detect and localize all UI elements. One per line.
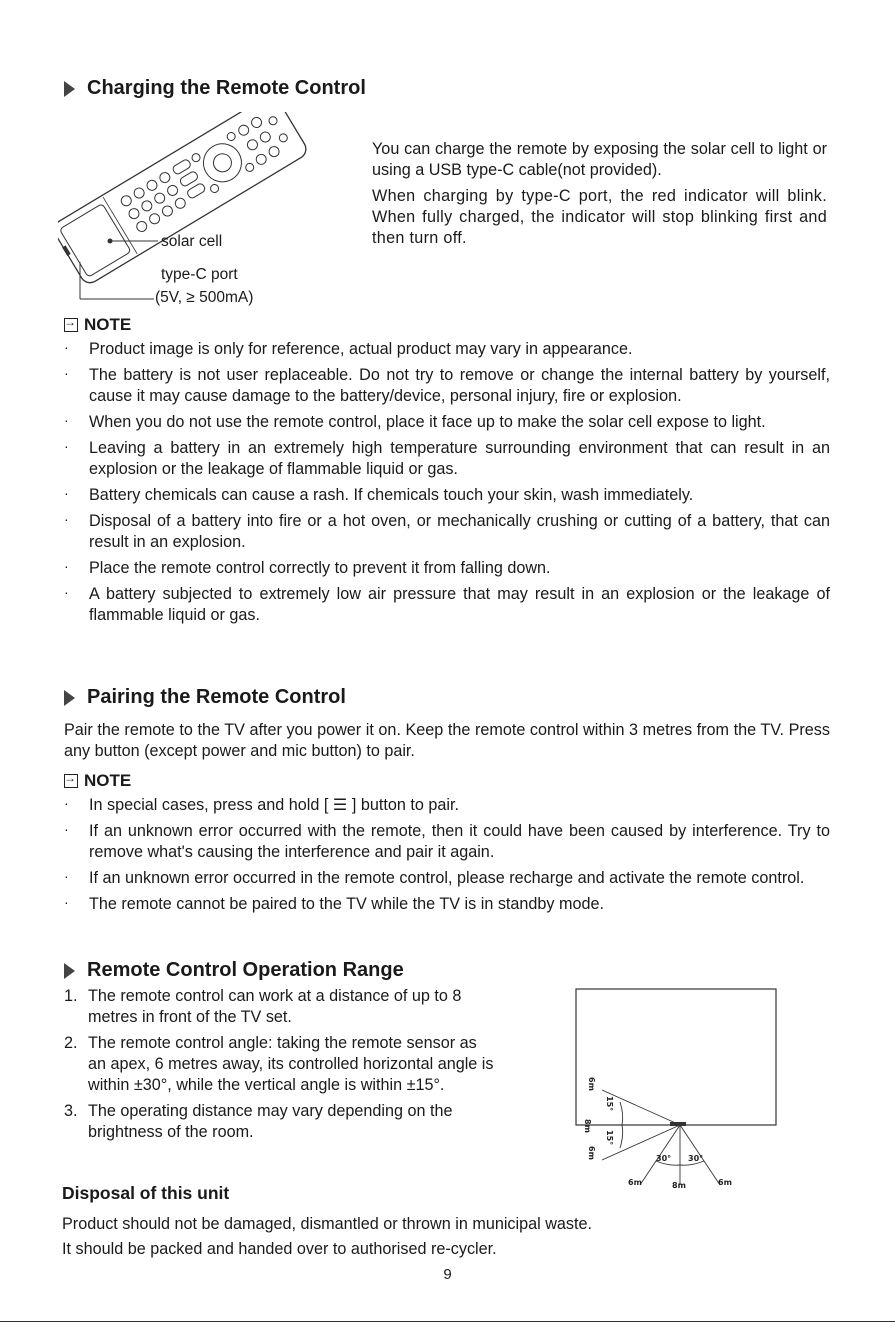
- list-item: · When you do not use the remote control, place it face up to make the solar cell expose to light.: [64, 412, 830, 433]
- list-item: 1. The remote control can work at a distance of up to 8 metres in front of the TV set.: [64, 987, 462, 1026]
- list-item: · The battery is not user replaceable. Do not try to remove or change the internal battery by yourself, cause it may cause damage to the battery/device, personal injury, fire or explosion.: [64, 365, 830, 407]
- heading-text: Remote Control Operation Range: [87, 959, 404, 981]
- horizontal-6m-left-label: 6m: [628, 1178, 642, 1187]
- charging-paragraph-1: You can charge the remote by exposing the solar cell to light or using a USB type-C cable(not provided).: [372, 140, 827, 179]
- note-list-1: [64, 339, 830, 631]
- vertical-15-top-label: 15°: [605, 1096, 614, 1112]
- horizontal-30-left-label: 30°: [656, 1154, 672, 1163]
- page-number: 9: [443, 1266, 452, 1283]
- note-arrow-icon: [64, 318, 78, 332]
- list-item: · Disposal of a battery into fire or a hot oven, or mechanically crushing or cutting of a battery, that can result in an explosion.: [64, 511, 830, 553]
- note-title: NOTE: [84, 771, 132, 790]
- heading-text: Pairing the Remote Control: [87, 686, 346, 708]
- pairing-paragraph: Pair the remote to the TV after you power it on. Keep the remote control within 3 metres from the TV. Press any button (except power and mic button) to pair.: [64, 721, 830, 760]
- vertical-15-bottom-label: 15°: [605, 1130, 614, 1146]
- port-spec-label: (5V, ≥ 500mA): [155, 289, 254, 306]
- section-heading-range: [64, 959, 404, 982]
- horizontal-6m-right-label: 6m: [718, 1178, 732, 1187]
- note-heading-2: [64, 771, 131, 791]
- disposal-line-2: It should be packed and handed over to authorised re-cycler.: [62, 1240, 497, 1258]
- section-heading-pairing: [64, 686, 346, 709]
- vertical-6m-bottom-label: 6m: [587, 1146, 596, 1160]
- charging-paragraph-2: When charging by type-C port, the red indicator will blink. When fully charged, the indicator will stop blinking first and then turn off.: [372, 187, 827, 247]
- solar-cell-label: solar cell: [161, 233, 223, 250]
- bottom-rule: [0, 1321, 895, 1322]
- disposal-heading: Disposal of this unit: [62, 1183, 230, 1203]
- operation-range-diagram: [570, 986, 785, 1191]
- disposal-line-1: Product should not be damaged, dismantled or thrown in municipal waste.: [62, 1215, 592, 1233]
- list-item: · Battery chemicals can cause a rash. If chemicals touch your skin, wash immediately.: [64, 485, 830, 506]
- triangle-bullet-icon: [64, 963, 75, 979]
- vertical-6m-top-label: 6m: [587, 1077, 596, 1091]
- list-item: · Product image is only for reference, actual product may vary in appearance.: [64, 339, 830, 360]
- list-item: 3. The operating distance may vary depending on the brightness of the room.: [64, 1102, 453, 1141]
- triangle-bullet-icon: [64, 81, 75, 97]
- list-item: · A battery subjected to extremely low air pressure that may result in an explosion or the leakage of flammable liquid or gas.: [64, 584, 830, 626]
- list-item: 2. The remote control angle: taking the remote sensor as an apex, 6 metres away, its controlled horizontal angle is within ±30°, while the vertical angle is within ±15°.: [64, 1034, 494, 1094]
- list-item: · Place the remote control correctly to prevent it from falling down.: [64, 558, 830, 579]
- note-list-2: [64, 795, 830, 920]
- type-c-port-label: type-C port: [161, 266, 238, 283]
- heading-text: Charging the Remote Control: [87, 77, 366, 99]
- triangle-bullet-icon: [64, 690, 75, 706]
- list-item: · Leaving a battery in an extremely high temperature surrounding environment that can result in an explosion or the leakage of flammable liquid or gas.: [64, 438, 830, 480]
- list-item: · The remote cannot be paired to the TV while the TV is in standby mode.: [64, 894, 830, 915]
- list-item: · If an unknown error occurred in the remote control, please recharge and activate the remote control.: [64, 868, 830, 889]
- vertical-8m-label: 8m: [583, 1119, 592, 1133]
- note-title: NOTE: [84, 315, 132, 334]
- horizontal-8m-label: 8m: [672, 1181, 686, 1190]
- list-item: · If an unknown error occurred with the remote, then it could have been caused by interference. Try to remove what's causing the interference and pair it again.: [64, 821, 830, 863]
- note-heading-1: [64, 315, 131, 335]
- note-arrow-icon: [64, 774, 78, 788]
- range-list: [64, 986, 496, 1148]
- horizontal-30-right-label: 30°: [688, 1154, 704, 1163]
- section-heading-charging: [64, 77, 366, 100]
- list-item: · In special cases, press and hold [ ☰ ] button to pair.: [64, 795, 830, 816]
